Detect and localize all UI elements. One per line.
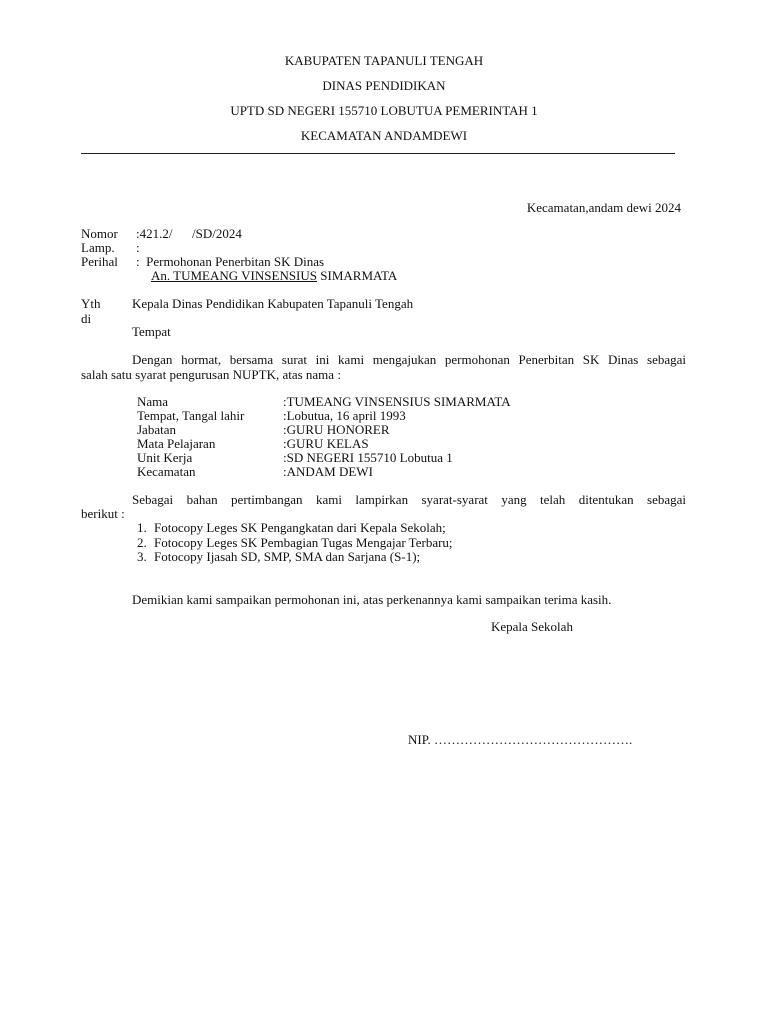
letterhead-line-2: DINAS PENDIDIKAN <box>322 78 446 93</box>
perihal-name-line <box>151 268 397 284</box>
detail-label: Tempat, Tangal lahir <box>137 408 245 423</box>
closing-sentence: Demikian kami sampaikan permohonan ini, atas perkenannya kami sampaikan terima kasih. <box>132 592 612 607</box>
attachments-line-2: berikut : <box>81 506 125 521</box>
list-item-number: 2. <box>137 535 147 550</box>
letterhead-line-1: KABUPATEN TAPANULI TENGAH <box>284 53 484 68</box>
list-item-number: 1. <box>137 520 147 535</box>
detail-label: Jabatan <box>137 422 176 437</box>
detail-value: :Lobutua, 16 april 1993 <box>283 408 406 423</box>
list-item: Fotocopy Ijasah SD, SMP, SMA dan Sarjana (S-1); <box>154 549 421 564</box>
list-item-number: 3. <box>137 549 147 564</box>
detail-label: Unit Kerja <box>137 450 193 465</box>
recipient: Kepala Dinas Pendidikan Kabupaten Tapanuli Tengah <box>132 296 414 311</box>
nomor-value: :421.2/ /SD/2024 <box>136 226 242 241</box>
letterhead-line-4: KECAMATAN ANDAMDEWI <box>300 128 468 143</box>
perihal-name-suffix: SIMARMATA <box>317 268 398 283</box>
attachments-line-1: Sebagai bahan pertimbangan kami lampirkan syarat-syarat yang telah ditentukan sebagai <box>132 492 686 507</box>
perihal-name-underlined: An. TUMEANG VINSENSIUS <box>151 268 318 283</box>
detail-label: Kecamatan <box>137 464 196 479</box>
perihal-label: Perihal <box>81 254 118 269</box>
detail-value: :GURU KELAS <box>283 436 369 451</box>
place-date: Kecamatan,andam dewi 2024 <box>526 200 681 215</box>
detail-value: :GURU HONORER <box>283 422 390 437</box>
recipient-place: Tempat <box>132 324 171 339</box>
detail-label: Mata Pelajaran <box>137 436 216 451</box>
lamp-value: : <box>136 240 140 255</box>
opening-line-1: Dengan hormat, bersama surat ini kami mengajukan permohonan Penerbitan SK Dinas sebagai <box>132 352 686 367</box>
lamp-label: Lamp. <box>81 240 115 255</box>
letterhead-line-3: UPTD SD NEGERI 155710 LOBUTUA PEMERINTAH 1 <box>230 103 538 118</box>
perihal-value: : Permohonan Penerbitan SK Dinas <box>136 254 325 269</box>
di-label: di <box>81 311 92 326</box>
yth-label: Yth <box>81 296 101 311</box>
signature-title: Kepala Sekolah <box>491 619 573 634</box>
letterhead-divider <box>81 153 675 154</box>
detail-label: Nama <box>137 394 169 409</box>
list-item: Fotocopy Leges SK Pengangkatan dari Kepala Sekolah; <box>154 520 446 535</box>
detail-value: :SD NEGERI 155710 Lobutua 1 <box>283 450 453 465</box>
list-item: Fotocopy Leges SK Pembagian Tugas Mengajar Terbaru; <box>154 535 453 550</box>
detail-value: :TUMEANG VINSENSIUS SIMARMATA <box>283 394 511 409</box>
nomor-label: Nomor <box>81 226 118 241</box>
detail-value: :ANDAM DEWI <box>283 464 373 479</box>
nip-line: NIP. ………………………………………. <box>408 732 633 747</box>
opening-line-2: salah satu syarat pengurusan NUPTK, atas nama : <box>81 367 341 382</box>
